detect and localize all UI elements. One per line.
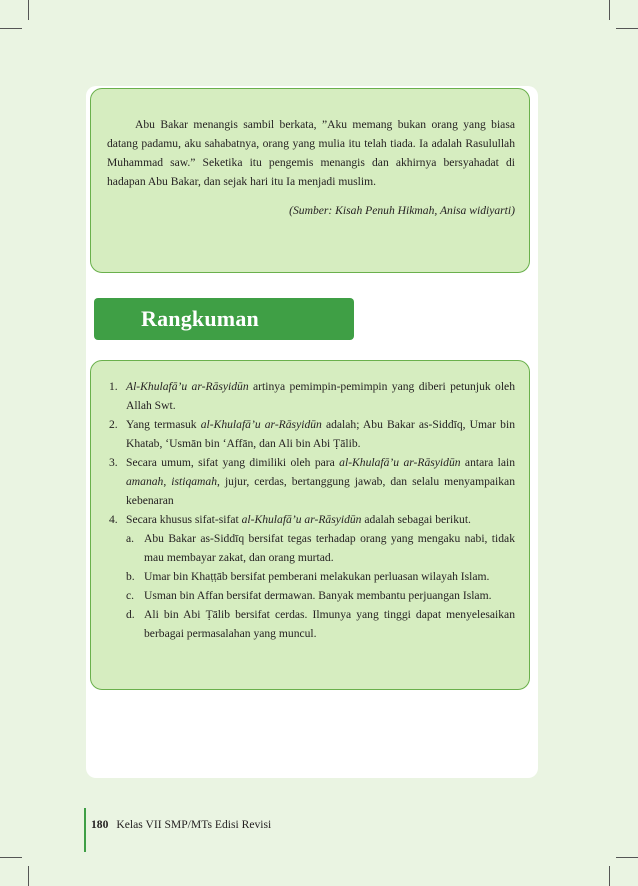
story-source: (Sumber: Kisah Penuh Hikmah, Anisa widiyarti)	[289, 204, 515, 217]
crop-mark	[0, 28, 22, 29]
story-paragraph: Abu Bakar menangis sambil berkata, ”Aku memang bukan orang yang biasa datang padamu, aku sahabatnya, orang yang mulia itu telah tiada. Ia adalah Rasulullah Muhammad saw.” Seketika itu pengemis menangis dan akhirnya bersyahadat di hadapan Abu Bakar, dan sejak hari itu Ia menjadi muslim.	[107, 118, 515, 188]
sub-item-letter: a.	[126, 532, 135, 545]
book-title: Kelas VII SMP/MTs Edisi Revisi	[116, 818, 272, 831]
term: Al-Khulafā’u ar-Rāsyidūn	[126, 380, 249, 393]
story-box	[90, 88, 530, 273]
crop-mark	[616, 28, 638, 29]
sub-item-text: Ali bin Abi Ṭālib bersifat cerdas. Ilmunya yang tinggi dapat menyelesaikan berbagai permasalahan yang muncul.	[144, 608, 515, 640]
sub-item-letter: b.	[126, 570, 135, 583]
crop-mark	[28, 866, 29, 886]
list-item	[109, 453, 515, 510]
crop-mark	[0, 857, 22, 858]
sub-item-text: Usman bin Affan bersifat dermawan. Banyak membantu perjuangan Islam.	[144, 589, 492, 602]
item-number: 4.	[109, 513, 118, 526]
sub-item	[126, 605, 515, 643]
sub-item-letter: c.	[126, 589, 135, 602]
summary-title: Rangkuman	[94, 298, 354, 340]
item-number: 3.	[109, 456, 118, 469]
sub-item	[126, 586, 515, 605]
page-number: 180	[91, 818, 109, 831]
item-number: 2.	[109, 418, 118, 431]
term: al-Khulafā’u ar-Rāsyidūn	[241, 513, 362, 526]
item-number: 1.	[109, 380, 118, 393]
item-text: Secara khusus sifat-sifat al-Khulafā’u ar-Rāsyidūn adalah sebagai berikut.	[126, 513, 471, 526]
term: istiqamah	[171, 475, 218, 488]
list-item	[109, 377, 515, 415]
page-footer	[91, 818, 271, 831]
term: amanah	[126, 475, 164, 488]
item-text: Secara umum, sifat yang dimiliki oleh para al-Khulafā’u ar-Rāsyidūn antara lain amanah, istiqamah, jujur, cerdas, bertanggung jawab, dan selalu menyampaikan kebenaran	[126, 456, 516, 507]
sub-item	[126, 567, 515, 586]
sub-item-text: Abu Bakar as-Siddīq bersifat tegas terhadap orang yang mengaku nabi, tidak mau membayar zakat, dan orang murtad.	[144, 532, 515, 564]
sub-item	[126, 529, 515, 567]
list-item	[109, 510, 515, 529]
item-text: Al-Khulafā’u ar-Rāsyidūn artinya pemimpin-pemimpin yang diberi petunjuk oleh Allah Swt.	[126, 380, 515, 412]
list-item	[109, 415, 515, 453]
crop-mark	[28, 0, 29, 20]
term: al-Khulafā’u ar-Rāsyidūn	[200, 418, 322, 431]
footer-rule	[84, 808, 86, 852]
crop-mark	[609, 866, 610, 886]
sub-item-letter: d.	[126, 608, 135, 621]
sub-item-text: Umar bin Khaṭṭāb bersifat pemberani melakukan perluasan wilayah Islam.	[144, 570, 490, 583]
summary-box	[90, 360, 530, 690]
crop-mark	[609, 0, 610, 20]
crop-mark	[616, 857, 638, 858]
item-text: Yang termasuk al-Khulafā’u ar-Rāsyidūn adalah; Abu Bakar as-Siddīq, Umar bin Khatab, ‘Usmān bin ‘Affān, dan Ali bin Abi Ṭālib.	[126, 418, 516, 450]
term: al-Khulafā’u ar-Rāsyidūn	[339, 456, 461, 469]
